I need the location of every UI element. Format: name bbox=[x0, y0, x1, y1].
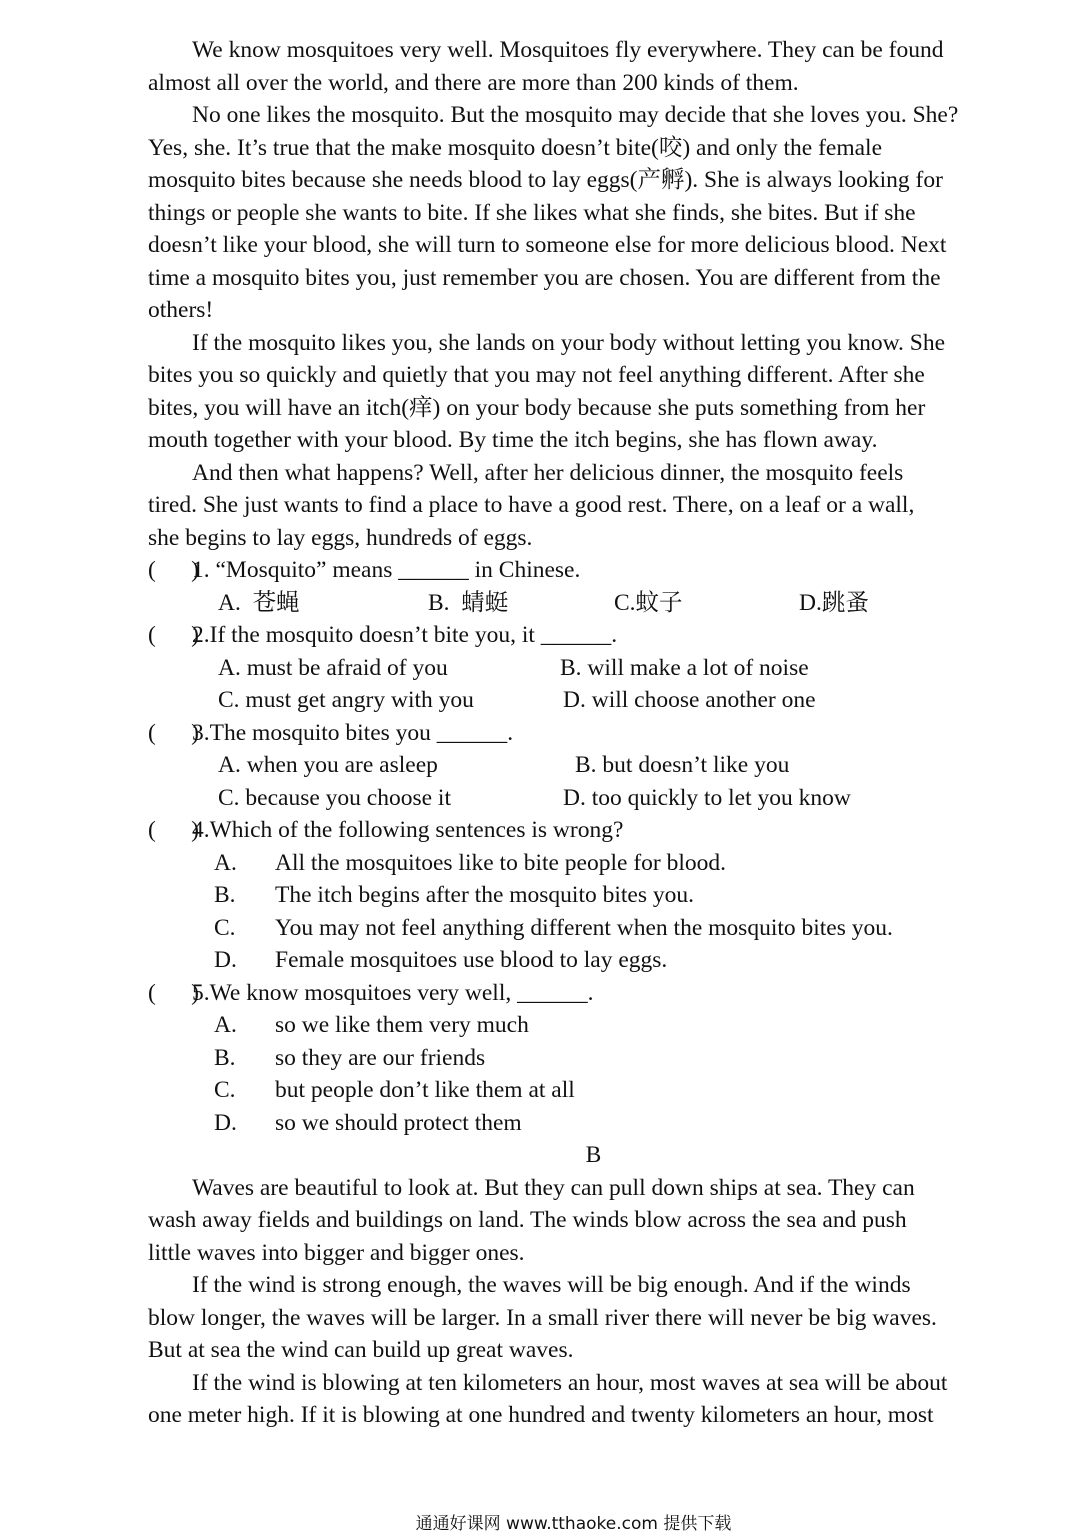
question-4-option-c-text: You may not feel anything different when the mosquito bites you. bbox=[275, 915, 893, 941]
question-5-option-a-text: so we like them very much bbox=[275, 1012, 529, 1038]
question-4-option-d-letter: D. bbox=[214, 947, 237, 973]
passage-b-p1-line-1: Waves are beautiful to look at. But they can pull down ships at sea. They can bbox=[192, 1175, 915, 1201]
question-3-option-a: A. when you are asleep bbox=[218, 752, 438, 778]
passage-b-p2-line-2: blow longer, the waves will be larger. In a small river there will never be big waves. bbox=[148, 1305, 937, 1331]
passage-a-p2-line-3: mosquito bites because she needs blood to lay eggs(产孵). She is always looking for bbox=[148, 167, 943, 193]
question-5-option-b-letter: B. bbox=[214, 1045, 236, 1071]
question-2-text: 2.If the mosquito doesn’t bite you, it ______. bbox=[192, 622, 618, 648]
question-4-option-a-text: All the mosquitoes like to bite people for blood. bbox=[275, 850, 726, 876]
question-5-option-d-letter: D. bbox=[214, 1110, 237, 1136]
passage-a-p3-line-3: bites, you will have an itch(痒) on your body because she puts something from her bbox=[148, 395, 926, 421]
question-4-option-c-letter: C. bbox=[214, 915, 236, 941]
passage-a-p2-line-4: things or people she wants to bite. If she likes what she finds, she bites. But if she bbox=[148, 200, 916, 226]
passage-a-p3-line-1: If the mosquito likes you, she lands on your body without letting you know. She bbox=[192, 330, 946, 356]
passage-a-p4-line-2: tired. She just wants to find a place to have a good rest. There, on a leaf or a wall, bbox=[148, 492, 915, 518]
question-1-option-b: B. 蜻蜓 bbox=[428, 590, 509, 616]
question-5-option-c-letter: C. bbox=[214, 1077, 236, 1103]
question-4-option-a-letter: A. bbox=[214, 850, 237, 876]
question-2-option-a: A. must be afraid of you bbox=[218, 655, 448, 681]
question-5-answer-blank: ( ) bbox=[148, 980, 199, 1006]
passage-b-p2-line-1: If the wind is strong enough, the waves will be big enough. And if the winds bbox=[192, 1272, 911, 1298]
question-2-answer-blank: ( ) bbox=[148, 622, 199, 648]
passage-b-p1-line-3: little waves into bigger and bigger ones. bbox=[148, 1240, 525, 1266]
passage-a-p3-line-4: mouth together with your blood. By time the itch begins, she has flown away. bbox=[148, 427, 878, 453]
passage-a-p4-line-3: she begins to lay eggs, hundreds of eggs. bbox=[148, 525, 533, 551]
question-3-text: 3.The mosquito bites you ______. bbox=[192, 720, 514, 746]
question-3-option-c: C. because you choose it bbox=[218, 785, 451, 811]
question-1-text: 1. “Mosquito” means ______ in Chinese. bbox=[192, 557, 581, 583]
passage-a-p2-line-2: Yes, she. It’s true that the make mosquito doesn’t bite(咬) and only the female bbox=[148, 135, 883, 161]
question-3-option-b: B. but doesn’t like you bbox=[575, 752, 790, 778]
passage-a-p2-line-6: time a mosquito bites you, just remember you are chosen. You are different from the bbox=[148, 265, 941, 291]
question-5-option-d-text: so we should protect them bbox=[275, 1110, 522, 1136]
question-4-answer-blank: ( ) bbox=[148, 817, 199, 843]
passage-b-p2-line-3: But at sea the wind can build up great waves. bbox=[148, 1337, 574, 1363]
question-1-option-c: C.蚊子 bbox=[614, 590, 683, 616]
question-2-option-c: C. must get angry with you bbox=[218, 687, 474, 713]
question-4-text: 4.Which of the following sentences is wrong? bbox=[192, 817, 624, 843]
passage-a-p2-line-1: No one likes the mosquito. But the mosquito may decide that she loves you. She? bbox=[192, 102, 959, 128]
passage-a-p1-line-2: almost all over the world, and there are more than 200 kinds of them. bbox=[148, 70, 799, 96]
passage-a-p4-line-1: And then what happens? Well, after her delicious dinner, the mosquito feels bbox=[192, 460, 904, 486]
question-3-answer-blank: ( ) bbox=[148, 720, 199, 746]
passage-b-p3-line-2: one meter high. If it is blowing at one hundred and twenty kilometers an hour, most bbox=[148, 1402, 934, 1428]
question-3-option-d: D. too quickly to let you know bbox=[563, 785, 851, 811]
question-5-option-b-text: so they are our friends bbox=[275, 1045, 486, 1071]
passage-a-p2-line-7: others! bbox=[148, 297, 214, 323]
section-b-heading: B bbox=[585, 1142, 602, 1168]
question-5-option-c-text: but people don’t like them at all bbox=[275, 1077, 575, 1103]
question-1-option-a: A. 苍蝇 bbox=[218, 590, 300, 616]
question-4-option-b-text: The itch begins after the mosquito bites you. bbox=[275, 882, 694, 908]
question-5-text: 5.We know mosquitoes very well, ______. bbox=[192, 980, 594, 1006]
passage-a-p3-line-2: bites you so quickly and quietly that you may not feel anything different. After she bbox=[148, 362, 925, 388]
passage-b-p3-line-1: If the wind is blowing at ten kilometers an hour, most waves at sea will be about bbox=[192, 1370, 948, 1396]
question-2-option-b: B. will make a lot of noise bbox=[560, 655, 809, 681]
question-2-option-d: D. will choose another one bbox=[563, 687, 816, 713]
page-footer: 通通好课网 www.tthaoke.com 提供下载 bbox=[415, 1514, 732, 1534]
question-5-option-a-letter: A. bbox=[214, 1012, 237, 1038]
question-1-answer-blank: ( ) bbox=[148, 557, 199, 583]
question-4-option-b-letter: B. bbox=[214, 882, 236, 908]
passage-a-p1-line-1: We know mosquitoes very well. Mosquitoes fly everywhere. They can be found bbox=[192, 37, 944, 63]
passage-b-p1-line-2: wash away fields and buildings on land. The winds blow across the sea and push bbox=[148, 1207, 907, 1233]
question-1-option-d: D.跳蚤 bbox=[799, 590, 869, 616]
passage-a-p2-line-5: doesn’t like your blood, she will turn to someone else for more delicious blood. Next bbox=[148, 232, 947, 258]
question-4-option-d-text: Female mosquitoes use blood to lay eggs. bbox=[275, 947, 668, 973]
